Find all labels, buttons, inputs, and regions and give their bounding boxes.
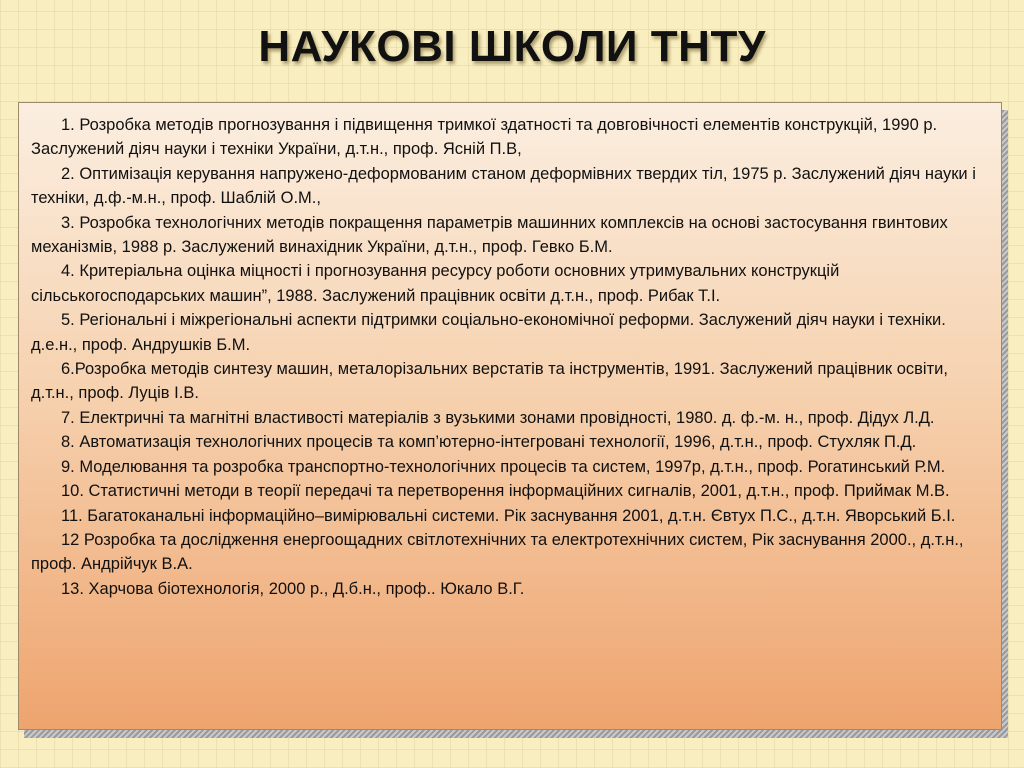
list-item: 12 Розробка та дослідження енергоощадних світлотехнічних та електротехнічних систем, Рік заснування 2000., д.т.н., проф. Андрійчук В.А.: [31, 530, 964, 574]
list-item: 3. Розробка технологічних методів покращення параметрів машинних комплексів на основі застосування гвинтових механізмів, 1988 р. Заслужений винахідник України, д.т.н., проф. Гевко Б.М.: [31, 213, 948, 257]
list-item: 2. Оптимізація керування напружено-деформованим станом деформівних твердих тіл, 1975 р. Заслужений діяч науки і техніки, д.ф.-м.н., проф. Шаблій О.М.,: [31, 164, 976, 208]
list-item: 8. Автоматизація технологічних процесів та комп’ютерно-інтегровані технології, 1996, д.т.н., проф. Стухляк П.Д.: [61, 433, 917, 452]
list-item: 1. Розробка методів прогнозування і підвищення тримкої здатності та довговічності елементів конструкцій, 1990 р. Заслужений діяч науки і техніки України, д.т.н., проф. Ясній П.В,: [31, 116, 938, 159]
list-item: 11. Багатоканальні інформаційно–вимірювальні системи. Рік заснування 2001, д.т.н. Євтух П.С., д.т.н. Яворський Б.І.: [61, 506, 956, 525]
list-item: 13. Харчова біотехнологія, 2000 р., Д.б.н., проф.. Юкало В.Г.: [61, 579, 525, 598]
list-item: 6.Розробка методів синтезу машин, металорізальних верстатів та інструментів, 1991. Заслужений працівник освіти, д.т.н., проф. Луців І.В.: [31, 360, 948, 403]
slide-title: НАУКОВІ ШКОЛИ ТНТУ: [258, 22, 766, 71]
list-item: 5. Регіональні і міжрегіональні аспекти підтримки соціально-економічної реформи. Заслужений діяч науки і техніки. д.е.н., проф. Андрушків Б.М.: [31, 311, 946, 354]
scientific-schools-list: [31, 113, 989, 601]
list-item: 9. Моделювання та розробка транспортно-технологічних процесів та систем, 1997р, д.т.н., проф. Рогатинський Р.М.: [61, 457, 946, 476]
content-box: [18, 102, 1002, 730]
list-item: 10. Статистичні методи в теорії передачі та перетворення інформаційних сигналів, 2001, д.т.н., проф. Приймак М.В.: [61, 482, 950, 501]
list-item: 7. Електричні та магнітні властивості матеріалів з вузькими зонами провідності, 1980. д. ф.-м. н., проф. Дідух Л.Д.: [61, 408, 935, 427]
list-item: 4. Критеріальна оцінка міцності і прогнозування ресурсу роботи основних утримувальних конструкцій сільськогосподарських машин”, 1988. Заслужений працівник освіти д.т.н., проф. Рибак Т.І.: [31, 262, 840, 305]
